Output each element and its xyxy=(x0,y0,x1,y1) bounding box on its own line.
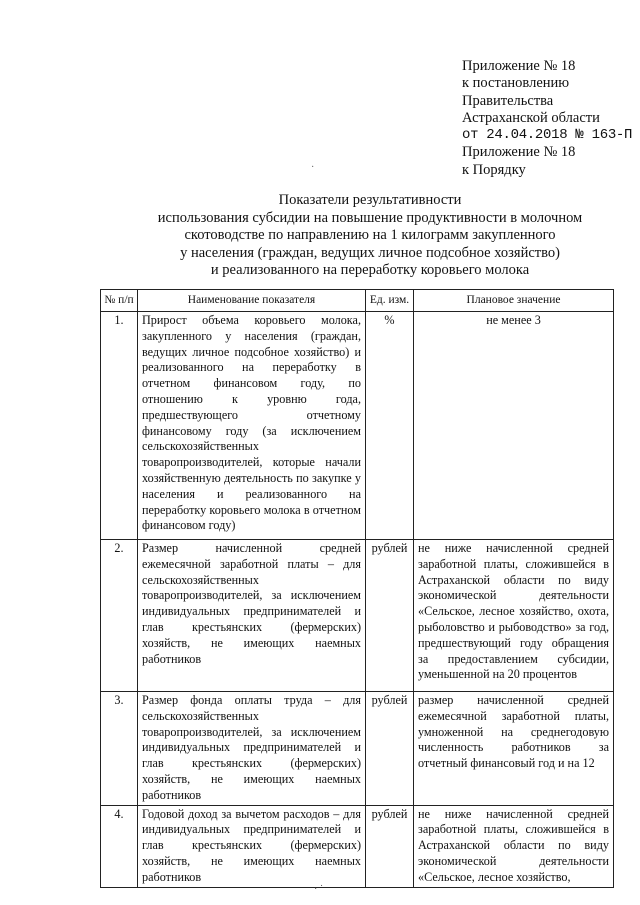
header-date-line: от 24.04.2018 № 163-П xyxy=(462,127,633,144)
title-line: и реализованного на переработку коровьего молока xyxy=(210,262,530,279)
header-line: к постановлению xyxy=(462,75,570,92)
row-value: не ниже начисленной средней заработной платы, сложившейся в Астраханской области по виду экономической деятельности «Сельское, лесное хозяйство, охота, рыболовство и рыбоводство» за год, предшествующий году обращения за предоставлением субсидии, уменьшенной на 20 процентов xyxy=(414,540,614,692)
row-unit: рублей xyxy=(366,540,414,692)
table-row xyxy=(101,805,614,887)
row-name: Размер фонда оплаты труда – для сельскохозяйственных товаропроизводителей, за исключением индивидуальных предпринимателей и глав крестьянских (фермерских) хозяйств, не имеющих наемных работников xyxy=(138,692,366,806)
scan-artifact: · xyxy=(311,162,315,173)
row-num: 1. xyxy=(101,312,138,540)
row-unit: рублей xyxy=(366,805,414,887)
row-name: Прирост объема коровьего молока, закупленного у населения (граждан, ведущих личное подсобное хозяйство) и реализованного на переработку в отчетном финансовом году, по отношению к уровню года, предшествующего отчетному финансовому году (за исключением сельскохозяйственных товаропроизводителей, которые начали хозяйственную деятельность по закупке у населения и реализованного на переработку коровьего молока в отчетном финансовом году) xyxy=(138,312,366,540)
title-line: у населения (граждан, ведущих личное подсобное хозяйство) xyxy=(180,244,560,261)
row-name: Размер начисленной средней ежемесячной заработной платы – для сельскохозяйственных товаропроизводителей, за исключением индивидуальных предпринимателей и глав крестьянских (фермерских) хозяйств, не имеющих наемных работников xyxy=(138,540,366,692)
title-line: использования субсидии на повышение продуктивности в молочном xyxy=(157,209,583,226)
document-title xyxy=(100,192,640,280)
indicators-table xyxy=(100,289,614,888)
header-line: к Порядку xyxy=(462,161,526,178)
row-unit: рублей xyxy=(366,692,414,806)
row-name: Годовой доход за вычетом расходов – для индивидуальных предпринимателей и глав крестьянских (фермерских) хозяйств, не имеющих наемных работников xyxy=(138,805,366,887)
header-line: Приложение № 18 xyxy=(462,144,576,161)
table-header-row xyxy=(101,290,614,312)
row-num: 3. xyxy=(101,692,138,806)
header-line: Правительства xyxy=(462,92,554,109)
row-num: 4. xyxy=(101,805,138,887)
row-value: размер начисленной средней ежемесячной заработной платы, умноженной на среднегодовую численность работников за отчетный финансовый год и на 12 xyxy=(414,692,614,806)
header-value: Плановое значение xyxy=(414,290,614,312)
title-line: Показатели результативности xyxy=(278,192,462,208)
table-row xyxy=(101,312,614,540)
table-row xyxy=(101,540,614,692)
scan-artifact: · ˙ xyxy=(314,884,324,895)
row-value: не менее 3 xyxy=(414,312,614,540)
header-name: Наименование показателя xyxy=(138,290,366,312)
document-header xyxy=(462,58,638,179)
header-line: Приложение № 18 xyxy=(462,58,576,74)
row-unit: % xyxy=(366,312,414,540)
header-line: Астраханской области xyxy=(462,109,600,126)
table-row xyxy=(101,692,614,806)
title-line: скотоводстве по направлению на 1 килограмм закупленного xyxy=(184,227,556,244)
header-unit: Ед. изм. xyxy=(366,290,414,312)
row-value: не ниже начисленной средней заработной платы, сложившейся в Астраханской области по виду экономической деятельности «Сельское, лесное хозяйство, xyxy=(414,805,614,887)
header-num: № п/п xyxy=(101,290,138,312)
row-num: 2. xyxy=(101,540,138,692)
